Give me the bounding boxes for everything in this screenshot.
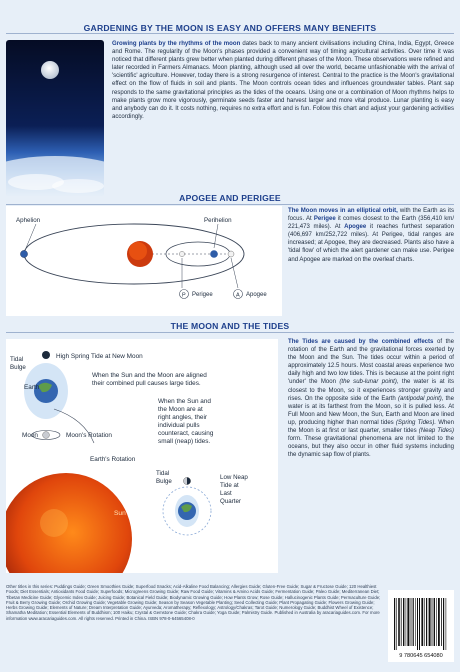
moon-label: Moon <box>22 432 38 439</box>
right-angle-text-1: When the Sun and <box>158 398 211 405</box>
perigee-label: Perigee <box>192 292 213 298</box>
apogee-t1: with the Earth as its focus. <box>288 208 454 223</box>
section-title-gardening: GARDENING BY THE MOON IS EASY AND OFFERS MANY BENEFITS <box>83 23 377 33</box>
neap-text-3: Last <box>220 490 232 497</box>
aligned-text-1: When the Sun and the Moon are aligned <box>92 372 207 379</box>
top-rule <box>6 33 454 34</box>
apogee-perigee-diagram <box>6 206 282 316</box>
neap-text-2: Tide at <box>220 482 239 489</box>
right-angle-text-3: right angles, their <box>158 414 208 421</box>
earth-perihelion <box>210 250 218 258</box>
rule-apogee <box>6 204 454 205</box>
neap-text-4: Quarter <box>220 498 241 505</box>
tidal-label-1b: Bulge <box>10 364 26 371</box>
tides-body4: When the Moon is at first or last quarter, smaller tides <box>288 419 454 435</box>
section-title-apogee: APOGEE AND PERIGEE <box>179 193 281 203</box>
tides-body2: the water is at its closest to the Moon, so it experiences stronger gravity and rises. On the opposite side of the Earth <box>288 379 454 402</box>
moon-tides-diagram <box>6 339 278 573</box>
apogee-word: Apogee <box>344 224 367 231</box>
tidal-label-2a: Tidal <box>156 470 170 477</box>
moons-rotation-label: Moon's Rotation <box>66 432 112 439</box>
gardening-intro-text <box>112 40 454 121</box>
tides-neap: (Neap Tides) <box>418 428 454 435</box>
aligned-text-2: their combined pull causes large tides. <box>92 380 201 387</box>
moon-perigee <box>179 251 184 256</box>
apogee-lead: The Moon moves in an elliptical orbit, <box>288 208 398 214</box>
right-angle-text-4: individual pulls <box>158 422 200 429</box>
apogee-label: Apogee <box>246 292 267 298</box>
apogee-t3: At Perigee, tidal ranges are increased; at Apogee, they are decreased. Plants also have a 'tidal flow' of which the alert gardener can make use. Perigee and Apogee are marked on the overleaf charts. <box>288 232 454 263</box>
rule-tides <box>6 332 454 333</box>
apogee-t2a: At <box>305 216 312 223</box>
tides-body3: the water is at its farthest from the Moon, so it is pulled less. At Full Moon and New Moon, the Sun, Earth and Moon are lined up, producing higher than normal tides <box>288 395 455 426</box>
high-spring-label: High Spring Tide at New Moon <box>56 353 143 360</box>
tides-body5: form. These gravitational phenomena are not limited to the oceans, but they also occur in other fluid systems including the dynamic sap flow of plants. <box>288 436 454 459</box>
tidal-label-1a: Tidal <box>10 356 24 363</box>
earth-moon-photo-image <box>6 40 104 196</box>
neap-text-1: Low Neap <box>220 474 248 481</box>
tidal-label-2b: Bulge <box>156 478 172 485</box>
perihelion-label: Perihelion <box>204 217 232 224</box>
new-moon-icon <box>42 351 50 359</box>
perigee-word: Perigee <box>313 216 336 223</box>
footer-text: Other titles in this series: Puddings Guide; Green Smoothies Guide; Superfood Snacks; Acid-Alkaline Food Balancing; Allergies Guide; Gluten-Free Guide; Sugar & Fructose Guide; 120 Healthiest Foods; Diet Essentials; Antioxidants Food Guide; Superfoods; Microgreens Growing Guide; Raw Food Guide; Vitamins & Amino Acids Guide; Fermentation Guide; Paleo Guide; Mediterranean Diet; Tibetan Medicine Guide; Glycemic Index Guide; Juicing Guide; Botanical Field Guide; Biodynamic Growing Guide; How Plants Grow; Rose Guide; Hallucinogenic Plants Guide; Permaculture Guide; Fruit & Berry Growing Guide; Orchid Growing Guide; Vegetable Growing Guide; Season by Season Vegetable Planting; Seed Collecting Guide; Plant Propagating Guide; Flowers Growing Guide; Herbs Growing Guide; Elements of Nature; Dream Interpretation Guide; Ayurveda; Aromatherapy; Reflexology; Astrology/Chakras; Tarot Guide; Numerology Guide; Buddhist Wheel of Existence; Shamatha Meditation; Essential Elements of Buddhism; 100 Haiku; Crystal & Gemstone Guide; Chakra Guide; Yoga Guide; Palmistry Guide. Published in Australia by aracariaguides.com. For more information www.aracariaguides.com. All rights reserved. Printed in China. ISBN 978-0-64565408-0 <box>6 584 381 621</box>
apogee-text <box>288 207 454 264</box>
perigee-marker-letter: P <box>182 292 186 299</box>
tides-antipodal: (antipodal point), <box>397 395 444 402</box>
right-angle-text-5: counteract, causing <box>158 430 214 437</box>
tides-body1: of the rotation of the Earth and the gravitational forces exerted by the Moon and the Sun. The tides occur within a period of approximately 12.5 hours. Most coastal areas experience two daily high and two low tides. This is because at the point right 'under' the Moon <box>288 339 454 386</box>
moon-in-photo <box>41 61 59 79</box>
section-title-tides: THE MOON AND THE TIDES <box>170 321 290 331</box>
aphelion-label: Aphelion <box>16 217 41 224</box>
barcode-icon <box>388 590 454 662</box>
gardening-lead: Growing plants by the rhythms of the moon <box>112 41 241 47</box>
isbn-barcode <box>388 590 454 662</box>
moon-apogee <box>228 251 234 257</box>
tides-sublunar: (the sub-lunar point), <box>339 379 399 386</box>
right-angle-text-6: small (neap) tides. <box>158 438 211 445</box>
tides-lead: The Tides are caused by the combined effects <box>288 339 434 345</box>
earth-moon-photo <box>6 40 104 196</box>
sun-label: Sun <box>114 510 126 517</box>
barcode-number: 9 780645 654080 <box>399 653 443 659</box>
moon-top-icon <box>43 432 50 439</box>
tides-spring: (Spring Tides). <box>395 419 437 426</box>
apogee-t2b: it comes closest to the Earth (356,410 km/ 221,473 miles). At <box>288 216 454 231</box>
earths-rotation-label: Earth's Rotation <box>90 456 136 463</box>
apogee-marker-letter: A <box>236 292 240 299</box>
tides-text <box>288 338 454 459</box>
right-angle-text-2: the Moon are at <box>158 406 203 413</box>
apogee-t2c: it reaches furthest separation (406,697 km/252,722 miles). <box>288 224 454 239</box>
gardening-body: dates back to many ancient civilisations including China, India, Egypt, Greece and Rome. The regularity of the Moon's phases provided a convenient way of timing agricultural activities. Over time it was noticed that different plants grew better when planted during different phases of the Moon. These observations were refined and later recorded in Farmers Almanacs. Moon planting, although used all over the world, became unfashionable with the arrival of 'scientific' agriculture. However, today there is a strong resurgence of interest. Central to the practice is the Moon's gravitational effect on the flow of fluids in soil and plants. The Moon controls ocean tides and influences groundwater tables. Plant sap responds to the same gravitational principles as the tides of the oceans. Using one or a combination of Moon rhythms helps to make plants grow more vigorously, germinate seeds faster and harvest larger and more vital produce. Lunar planting is easy and anybody can do it. It costs nothing, requires no extra effort and is fun. Follow this chart and adjust your gardening activities accordingly. <box>112 41 455 120</box>
earth-label: Earth <box>24 384 40 391</box>
